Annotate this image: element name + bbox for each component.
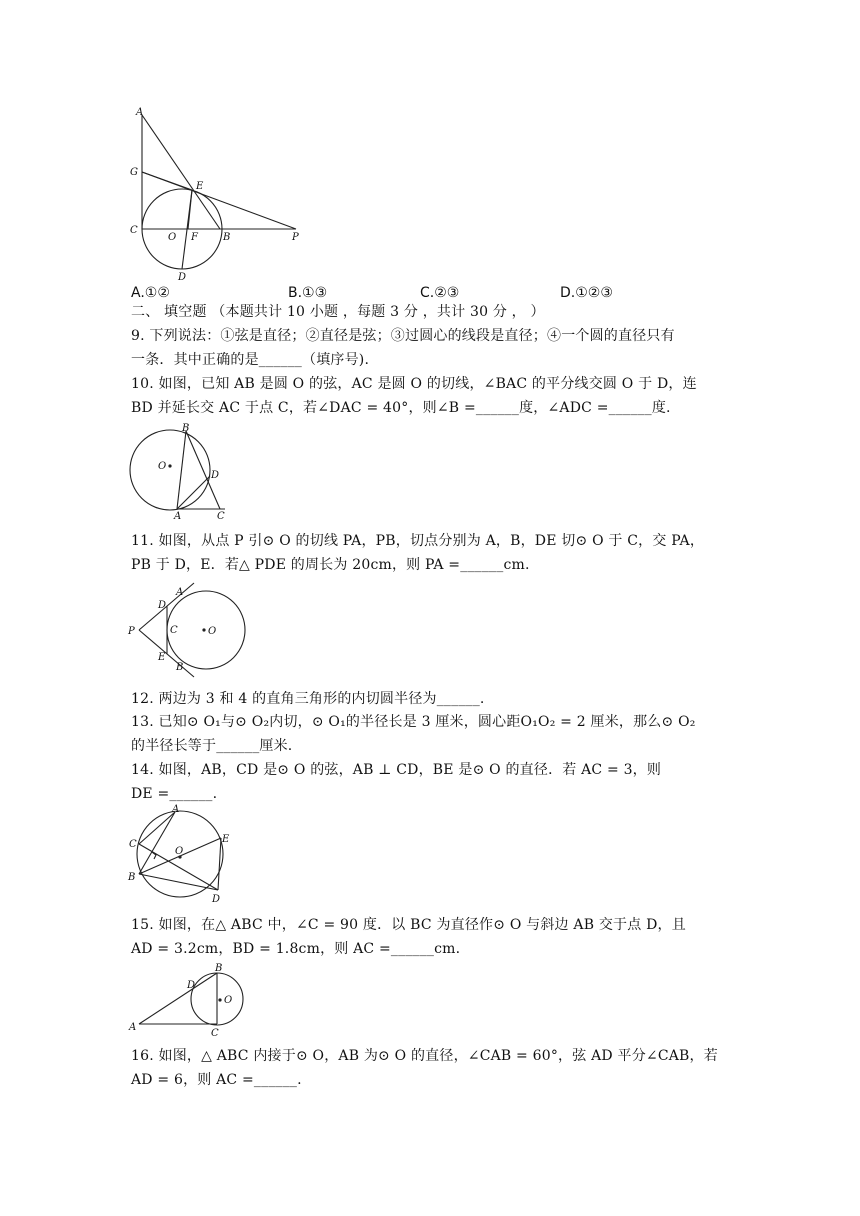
fig11-label-a: A <box>176 587 184 598</box>
q12-text: 12. 两边为 3 和 4 的直角三角形的内切圆半径为______. <box>131 691 485 707</box>
fig8-label-o: O <box>168 232 177 243</box>
q8-option-b: B.①③ <box>288 285 328 301</box>
figure-q10 <box>120 420 240 525</box>
fig14-label-e: E <box>222 834 230 845</box>
fig10-label-d: D <box>211 470 220 481</box>
fig11-label-p: P <box>128 626 135 637</box>
q11-line2: PB 于 D，E．若△ PDE 的周长为 20cm，则 PA =______cm. <box>131 557 530 573</box>
fig15-label-d: D <box>187 980 196 991</box>
fig14-label-d: D <box>212 894 221 905</box>
fig14-label-a: A <box>172 804 180 815</box>
fig15-label-o: O <box>224 995 233 1006</box>
fig8-label-c: C <box>130 225 138 236</box>
fig8-label-d: D <box>178 272 187 283</box>
fig8-label-e: E <box>196 181 204 192</box>
fig8-label-f: F <box>191 232 198 243</box>
figure-q8 <box>120 100 310 285</box>
q8-option-c: C.②③ <box>420 285 460 301</box>
q8-option-a: A.①② <box>131 285 170 301</box>
fig15-label-c: C <box>211 1028 219 1039</box>
q10-line1: 10. 如图，已知 AB 是圆 O 的弦，AC 是圆 O 的切线，∠BAC 的平分线交圆 O 于 D，连 <box>131 376 697 392</box>
section2-header: 二、 填空题 （本题共计 10 小题 ，每题 3 分 ，共计 30 分 ， ） <box>131 304 545 320</box>
figure-q14 <box>125 802 240 907</box>
fig14-label-o: O <box>175 846 184 857</box>
fig10-label-o: O <box>158 461 167 472</box>
fig8-label-b: B <box>223 232 231 243</box>
q15-line2: AD = 3.2cm，BD = 1.8cm，则 AC =______cm. <box>131 941 461 957</box>
fig8-label-a: A <box>136 107 144 118</box>
q13-line1: 13. 已知⊙ O₁与⊙ O₂内切，⊙ O₁的半径长是 3 厘米，圆心距O₁O₂ = 2 厘米，那么⊙ O₂ <box>131 714 696 730</box>
fig8-label-p: P <box>292 232 299 243</box>
fig10-label-c: C <box>217 511 225 522</box>
q16-line1: 16. 如图，△ ABC 内接于⊙ O，AB 为⊙ O 的直径，∠CAB = 60°，弦 AD 平分∠CAB，若 <box>131 1048 718 1064</box>
q9-line2: 一条．其中正确的是______（填序号). <box>131 352 370 368</box>
fig11-label-b: B <box>176 662 184 673</box>
figure-q15 <box>125 960 250 1040</box>
fig15-label-b: B <box>215 963 223 974</box>
fig11-label-c: C <box>170 625 178 636</box>
fig11-label-e: E <box>158 652 166 663</box>
q14-line1: 14. 如图，AB，CD 是⊙ O 的弦，AB ⊥ CD，BE 是⊙ O 的直径．若 AC = 3，则 <box>131 762 662 778</box>
fig11-label-d: D <box>158 600 167 611</box>
fig11-label-o: O <box>208 626 217 637</box>
q9-line1: 9. 下列说法：①弦是直径；②直径是弦；③过圆心的线段是直径；④一个圆的直径只有 <box>131 328 675 344</box>
figure-q11 <box>122 578 252 683</box>
q10-line2: BD 并延长交 AC 于点 C，若∠DAC = 40°，则∠B =______度，∠ADC =______度. <box>131 400 671 416</box>
fig10-label-b: B <box>182 423 190 434</box>
q14-line2: DE =______. <box>131 786 218 802</box>
q8-option-d: D.①②③ <box>560 285 613 301</box>
fig14-label-c: C <box>129 839 137 850</box>
q13-line2: 的半径长等于______厘米. <box>131 738 293 754</box>
q15-line1: 15. 如图，在△ ABC 中，∠C = 90 度．以 BC 为直径作⊙ O 与斜边 AB 交于点 D，且 <box>131 917 686 933</box>
fig14-label-b: B <box>128 872 136 883</box>
q11-line1: 11. 如图，从点 P 引⊙ O 的切线 PA，PB，切点分别为 A，B，DE 切⊙ O 于 C，交 PA， <box>131 533 705 549</box>
fig8-label-g: G <box>130 167 138 178</box>
q16-line2: AD = 6，则 AC =______. <box>131 1072 302 1088</box>
fig15-label-a: A <box>129 1022 137 1033</box>
fig10-label-a: A <box>174 511 182 522</box>
